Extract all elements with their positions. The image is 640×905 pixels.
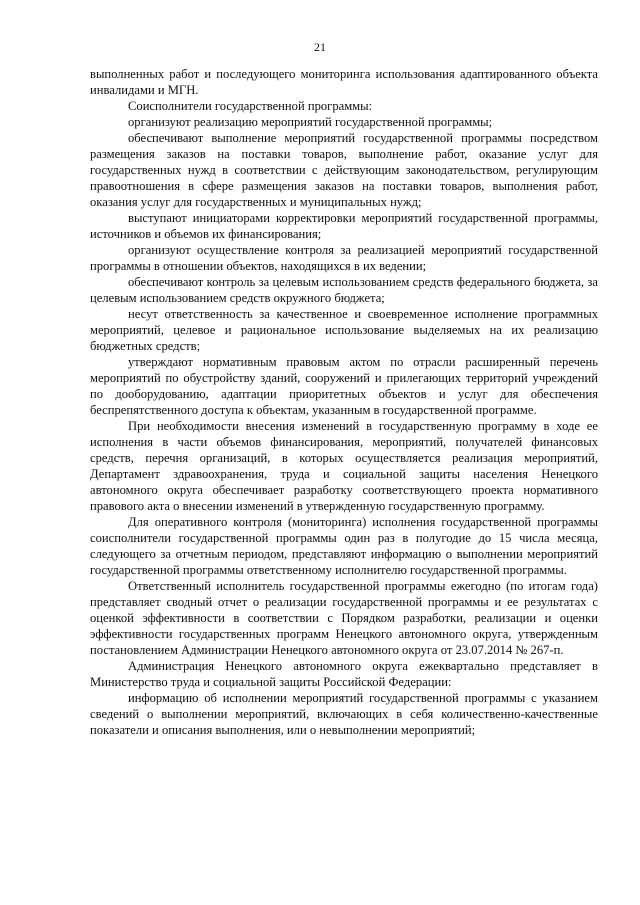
paragraph: обеспечивают выполнение мероприятий государственной программы посредством размещения заказов на поставки товаров, выполнение работ, оказание услуг для государственных нужд в соответствии с действующим законодательством, регулирующим правоотношения в сфере размещения заказов на поставки товаров, выполнения работ, оказания услуг для государственных и муниципальных нужд; [90, 131, 598, 209]
document-body [90, 66, 598, 738]
paragraph: выполненных работ и последующего мониторинга использования адаптированного объекта инвалидами и МГН. [90, 67, 598, 97]
paragraph: обеспечивают контроль за целевым использованием средств федерального бюджета, за целевым использованием средств окружного бюджета; [90, 275, 598, 305]
paragraph: Ответственный исполнитель государственной программы ежегодно (по итогам года) представляет сводный отчет о реализации государственной программы и ее результатах с оценкой эффективности в соответствии с Порядком разработки, реализации и оценки эффективности государственных программ Ненецкого автономного округа, утвержденным постановлением Администрации Ненецкого автономного округа от 23.07.2014 № 267-п. [90, 579, 598, 657]
page-number: 21 [314, 40, 326, 54]
paragraph: организуют реализацию мероприятий государственной программы; [128, 115, 493, 129]
paragraph: несут ответственность за качественное и своевременное исполнение программных мероприятий, целевое и рациональное использование выделяемых на их реализацию бюджетных средств; [90, 307, 598, 353]
paragraph: организуют осуществление контроля за реализацией мероприятий государственной программы в отношении объектов, находящихся в их ведении; [90, 243, 598, 273]
paragraph: Соисполнители государственной программы: [128, 99, 373, 113]
paragraph: Для оперативного контроля (мониторинга) исполнения государственной программы соисполнители государственной программы один раз в полугодие до 15 числа месяца, следующего за отчетным периодом, представляют информацию о выполнении мероприятий государственной программы ответственному исполнителю государственной программы. [90, 515, 598, 577]
paragraph: Администрация Ненецкого автономного округа ежеквартально представляет в Министерство труда и социальной защиты Российской Федерации: [90, 659, 598, 689]
paragraph: выступают инициаторами корректировки мероприятий государственной программы, источников и объемов их финансирования; [90, 211, 598, 241]
paragraph: утверждают нормативным правовым актом по отрасли расширенный перечень мероприятий по обустройству зданий, сооружений и прилегающих территорий учреждений по дооборудованию, адаптации приоритетных объектов и услуг для обеспечения беспрепятственного доступа к объектам, указанным в государственной программе. [90, 355, 598, 417]
paragraph: информацию об исполнении мероприятий государственной программы с указанием сведений о выполнении мероприятий, включающих в себя количественно-качественные показатели и описания выполнения, или о невыполнении мероприятий; [90, 691, 598, 737]
paragraph: При необходимости внесения изменений в государственную программу в ходе ее исполнения в части объемов финансирования, мероприятий, получателей финансовых средств, перечня организаций, в которых осуществляется реализация мероприятий, Департамент здравоохранения, труда и социальной защиты населения Ненецкого автономного округа обеспечивает разработку соответствующего проекта нормативного правового акта о внесении изменений в утвержденную государственную программу. [90, 419, 598, 513]
